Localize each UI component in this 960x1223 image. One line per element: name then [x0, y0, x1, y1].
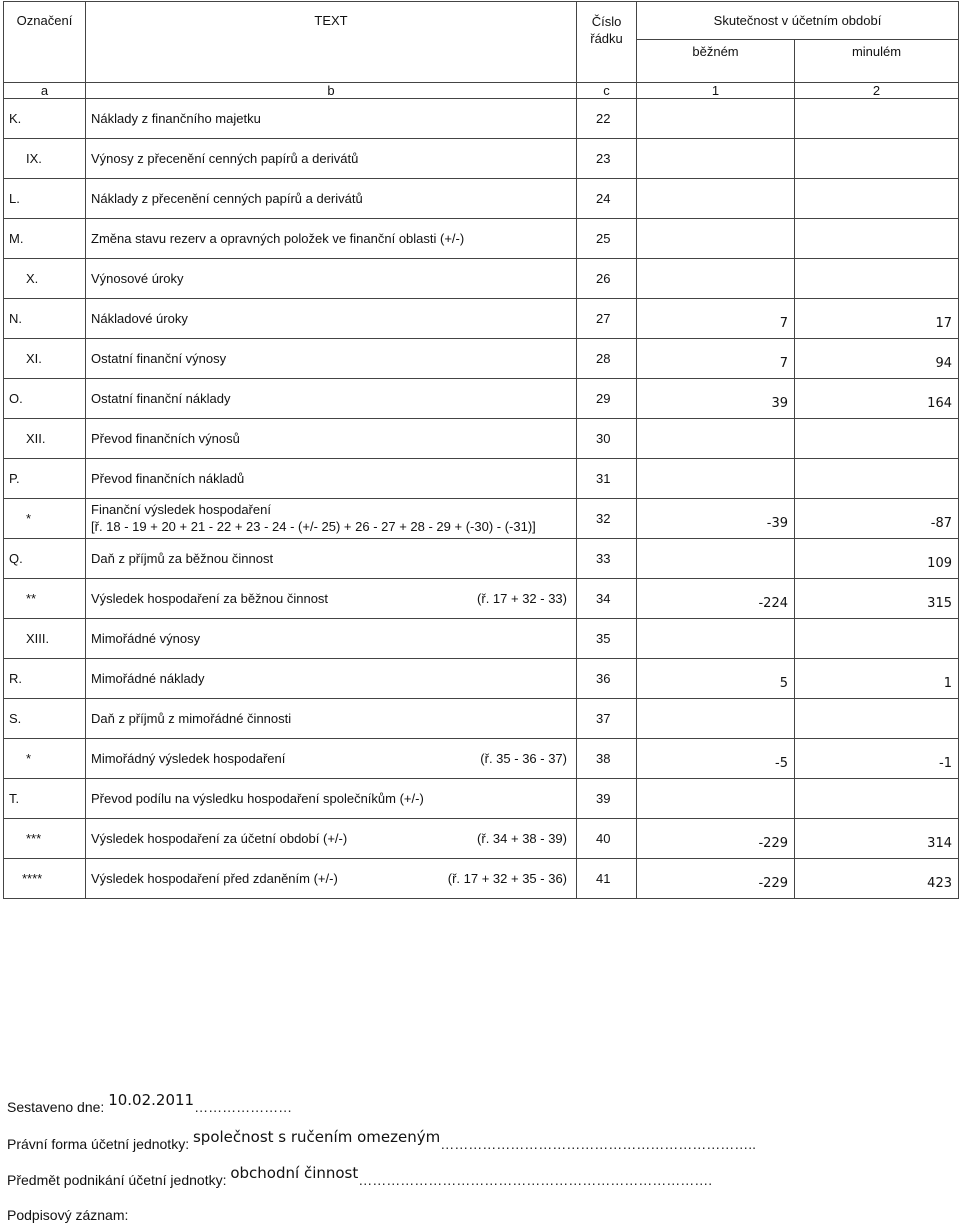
- row-previous-value: 314: [795, 818, 959, 858]
- row-line-number: 22: [577, 98, 637, 138]
- legal-form-value: společnost s ručením omezeným: [192, 1128, 441, 1146]
- statement-row: [4, 818, 959, 858]
- row-line-number: 30: [577, 418, 637, 458]
- statement-row: [4, 538, 959, 578]
- header-text: TEXT: [86, 2, 577, 82]
- signature-label: Podpisový záznam:: [7, 1207, 129, 1223]
- row-text-line: Změna stavu rezerv a opravných položek ve finanční oblasti (+/-): [91, 230, 465, 246]
- row-line-number: 26: [577, 258, 637, 298]
- row-text-line: Náklady z finančního majetku: [91, 110, 261, 126]
- row-current-value: [637, 698, 795, 738]
- header-line-number: Číslo řádku: [577, 2, 637, 82]
- row-mark: T.: [4, 778, 86, 818]
- header-label-1: 1: [637, 82, 795, 98]
- row-previous-value: [795, 618, 959, 658]
- row-text-line: Ostatní finanční náklady: [91, 390, 231, 406]
- statement-row: [4, 298, 959, 338]
- header-current: běžném: [637, 40, 795, 82]
- row-text: [86, 258, 577, 298]
- row-text-line: Výsledek hospodaření za účetní období (+/-): [91, 830, 348, 846]
- statement-row: [4, 738, 959, 778]
- row-text-line: Výnosy z přecenění cenných papírů a derivátů: [91, 150, 359, 166]
- row-formula: (ř. 35 - 36 - 37): [480, 750, 567, 766]
- row-line-number: 24: [577, 178, 637, 218]
- row-mark: K.: [4, 98, 86, 138]
- row-text: [86, 298, 577, 338]
- row-formula: [ř. 18 - 19 + 20 + 21 - 22 + 23 - 24 - (+/- 25) + 26 - 27 + 28 - 29 + (-30) - (-31)]: [91, 519, 536, 534]
- statement-row: [4, 698, 959, 738]
- row-mark: S.: [4, 698, 86, 738]
- row-text-line: Výnosové úroky: [91, 270, 184, 286]
- row-current-value: -5: [637, 738, 795, 778]
- row-current-value: [637, 458, 795, 498]
- row-previous-value: [795, 698, 959, 738]
- statement-row: [4, 178, 959, 218]
- row-text: [86, 218, 577, 258]
- row-current-value: 7: [637, 338, 795, 378]
- row-current-value: -39: [637, 498, 795, 538]
- row-line-number: 38: [577, 738, 637, 778]
- row-line-number: 32: [577, 498, 637, 538]
- row-text: [86, 818, 577, 858]
- row-text: [86, 458, 577, 498]
- row-previous-value: [795, 138, 959, 178]
- row-mark: L.: [4, 178, 86, 218]
- header-period: Skutečnost v účetním období: [637, 2, 959, 40]
- row-current-value: [637, 218, 795, 258]
- row-previous-value: 17: [795, 298, 959, 338]
- row-previous-value: 109: [795, 538, 959, 578]
- row-text: [86, 418, 577, 458]
- header-designation: Označení: [4, 2, 86, 82]
- row-line-number: 36: [577, 658, 637, 698]
- row-line-number: 28: [577, 338, 637, 378]
- row-text-line: Výsledek hospodaření před zdaněním (+/-): [91, 870, 338, 886]
- row-current-value: 7: [637, 298, 795, 338]
- header-label-c: c: [577, 82, 637, 98]
- row-mark: *: [4, 738, 86, 778]
- row-current-value: [637, 138, 795, 178]
- row-text: [86, 618, 577, 658]
- row-line-number: 31: [577, 458, 637, 498]
- row-text-line: Nákladové úroky: [91, 310, 188, 326]
- header-label-2: 2: [795, 82, 959, 98]
- row-formula: (ř. 17 + 32 + 35 - 36): [447, 870, 567, 886]
- row-text-line: Výsledek hospodaření za běžnou činnost: [91, 590, 329, 606]
- row-current-value: [637, 538, 795, 578]
- row-mark: O.: [4, 378, 86, 418]
- row-previous-value: [795, 418, 959, 458]
- row-text: [86, 178, 577, 218]
- row-mark: IX.: [4, 138, 86, 178]
- row-text-line: Převod podílu na výsledku hospodaření společníkům (+/-): [91, 790, 424, 806]
- row-current-value: [637, 178, 795, 218]
- statement-row: [4, 418, 959, 458]
- legal-form-label: Právní forma účetní jednotky:: [7, 1136, 190, 1152]
- row-formula: (ř. 17 + 32 - 33): [477, 590, 567, 606]
- income-statement-table: [3, 1, 959, 899]
- statement-row: [4, 778, 959, 818]
- row-mark: **: [4, 578, 86, 618]
- row-previous-value: [795, 218, 959, 258]
- row-previous-value: [795, 178, 959, 218]
- row-mark: ***: [4, 818, 86, 858]
- row-text: [86, 738, 577, 778]
- compiled-date-label: Sestaveno dne:: [7, 1099, 105, 1115]
- row-mark: *: [4, 498, 86, 538]
- row-mark: XI.: [4, 338, 86, 378]
- statement-row: [4, 498, 959, 538]
- row-previous-value: 423: [795, 858, 959, 898]
- row-previous-value: 1: [795, 658, 959, 698]
- statement-row: [4, 218, 959, 258]
- business-subject-line: Předmět podnikání účetní jednotky: obchodní činnost………………………………………………………………….: [7, 1164, 713, 1188]
- row-text: [86, 658, 577, 698]
- row-mark: R.: [4, 658, 86, 698]
- row-mark: N.: [4, 298, 86, 338]
- row-line-number: 33: [577, 538, 637, 578]
- row-text-line: Mimořádný výsledek hospodaření: [91, 750, 286, 766]
- row-current-value: 39: [637, 378, 795, 418]
- row-line-number: 27: [577, 298, 637, 338]
- row-text-line: Převod finančních nákladů: [91, 470, 245, 486]
- statement-row: [4, 658, 959, 698]
- row-text: [86, 98, 577, 138]
- business-subject-label: Předmět podnikání účetní jednotky:: [7, 1172, 227, 1188]
- row-current-value: -229: [637, 818, 795, 858]
- row-current-value: [637, 258, 795, 298]
- header-label-b: b: [86, 82, 577, 98]
- row-text: [86, 138, 577, 178]
- compiled-date-value: 10.02.2011: [108, 1091, 195, 1109]
- row-line-number: 34: [577, 578, 637, 618]
- compiled-date-line: Sestaveno dne: 10.02.2011…………………: [7, 1091, 293, 1115]
- row-text-line: Daň z příjmů za běžnou činnost: [91, 550, 274, 566]
- statement-row: [4, 578, 959, 618]
- row-mark: P.: [4, 458, 86, 498]
- row-text: [86, 578, 577, 618]
- statement-row: [4, 858, 959, 898]
- row-current-value: 5: [637, 658, 795, 698]
- row-text: [86, 538, 577, 578]
- row-text-line: Mimořádné náklady: [91, 670, 205, 686]
- row-mark: X.: [4, 258, 86, 298]
- business-subject-value: obchodní činnost: [230, 1164, 359, 1182]
- row-mark: M.: [4, 218, 86, 258]
- row-previous-value: 94: [795, 338, 959, 378]
- header-previous: minulém: [795, 40, 959, 82]
- statement-row: [4, 458, 959, 498]
- row-mark: Q.: [4, 538, 86, 578]
- row-text: [86, 338, 577, 378]
- row-text-line: Mimořádné výnosy: [91, 630, 201, 646]
- row-line-number: 41: [577, 858, 637, 898]
- row-current-value: [637, 618, 795, 658]
- row-current-value: -224: [637, 578, 795, 618]
- row-current-value: [637, 778, 795, 818]
- row-text-line: Ostatní finanční výnosy: [91, 350, 227, 366]
- row-text: [86, 698, 577, 738]
- row-previous-value: [795, 458, 959, 498]
- row-previous-value: [795, 98, 959, 138]
- row-line-number: 39: [577, 778, 637, 818]
- signature-line: [7, 1207, 128, 1223]
- row-text: [86, 858, 577, 898]
- row-line-number: 23: [577, 138, 637, 178]
- row-mark: ****: [4, 858, 86, 898]
- statement-row: [4, 618, 959, 658]
- row-previous-value: 315: [795, 578, 959, 618]
- row-text: [86, 378, 577, 418]
- row-mark: XIII.: [4, 618, 86, 658]
- row-previous-value: -1: [795, 738, 959, 778]
- header-label-a: a: [4, 82, 86, 98]
- row-previous-value: -87: [795, 498, 959, 538]
- row-current-value: [637, 98, 795, 138]
- row-text: [86, 498, 577, 538]
- statement-row: [4, 98, 959, 138]
- row-line-number: 29: [577, 378, 637, 418]
- row-line-number: 25: [577, 218, 637, 258]
- statement-row: [4, 138, 959, 178]
- row-text-line: Náklady z přecenění cenných papírů a derivátů: [91, 190, 363, 206]
- statement-row: [4, 258, 959, 298]
- row-previous-value: 164: [795, 378, 959, 418]
- row-previous-value: [795, 258, 959, 298]
- row-line-number: 40: [577, 818, 637, 858]
- row-mark: XII.: [4, 418, 86, 458]
- row-line-number: 37: [577, 698, 637, 738]
- row-text: [86, 778, 577, 818]
- row-text-line: Finanční výsledek hospodaření: [91, 502, 271, 517]
- row-current-value: -229: [637, 858, 795, 898]
- row-text-line: Daň z příjmů z mimořádné činnosti: [91, 710, 292, 726]
- row-previous-value: [795, 778, 959, 818]
- row-current-value: [637, 418, 795, 458]
- statement-row: [4, 338, 959, 378]
- row-line-number: 35: [577, 618, 637, 658]
- statement-row: [4, 378, 959, 418]
- legal-form-line: Právní forma účetní jednotky: společnost s ručením omezeným…………………………………………………………..: [7, 1128, 756, 1152]
- row-text-line: Převod finančních výnosů: [91, 430, 240, 446]
- row-formula: (ř. 34 + 38 - 39): [477, 830, 567, 846]
